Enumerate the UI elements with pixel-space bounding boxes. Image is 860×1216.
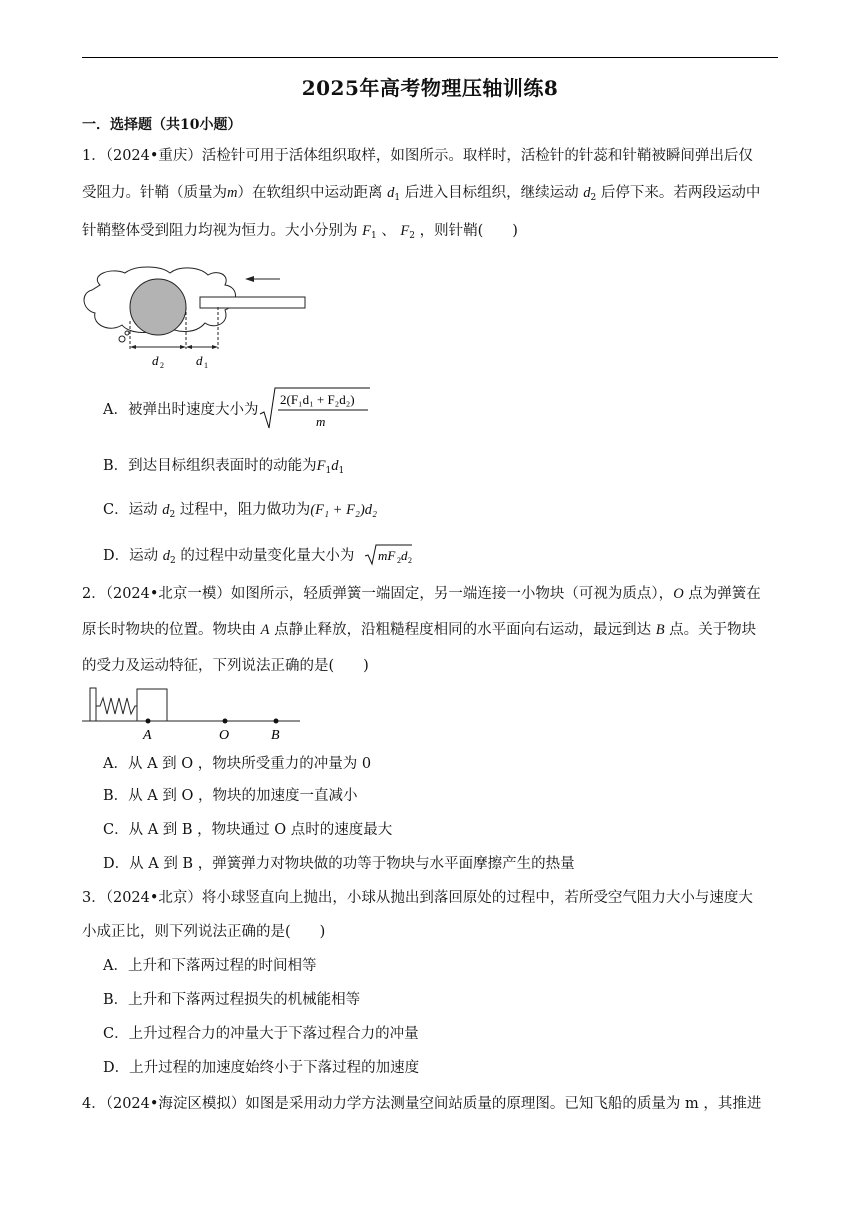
q1-line3: 针鞘整体受到阻力均视为恒力。大小分别为 $F_1$ 、 $F_2$ ，则针鞘( ) <box>82 223 518 241</box>
svg-text:m: m <box>316 414 326 429</box>
biopsy-needle-figure <box>80 265 320 375</box>
svg-text:mF: mF <box>378 548 396 563</box>
q3-option-a[interactable]: A．上升和下落两过程的时间相等 <box>103 958 317 974</box>
svg-text:A: A <box>143 728 152 743</box>
q3-line2: 小成正比，则下列说法正确的是( ) <box>82 924 326 940</box>
q1-option-a-sqrt <box>258 386 373 432</box>
q2-option-d[interactable]: D．从 A 到 B ，弹簧弹力对物块做的功等于物块与水平面摩擦产生的热量 <box>103 856 575 872</box>
q3-line1: 3．（2024•北京）将小球竖直向上抛出，小球从抛出到落回原处的过程中，若所受空气阻力大小与速度大 <box>82 890 753 906</box>
section-heading: 一．选择题（共10小题） <box>82 117 242 133</box>
top-rule <box>82 57 778 58</box>
q3-option-c[interactable]: C．上升过程合力的冲量大于下落过程合力的冲量 <box>103 1026 419 1042</box>
q1-option-c[interactable]: C．运动 $d_2$ 过程中，阻力做功为(F₁ + F₂)d₂ <box>103 502 378 520</box>
svg-text:2: 2 <box>160 361 164 370</box>
q4-line1: 4．（2024•海淀区模拟）如图是采用动力学方法测量空间站质量的原理图。已知飞船的质量为 m ，其推进 <box>82 1096 762 1112</box>
fig1-label-d2: d <box>152 353 159 368</box>
svg-text:2(F₁d₁ + F₂d₂): 2(F₁d₁ + F₂d₂) <box>280 392 355 407</box>
q2-line1: 2．（2024•北京一模）如图所示，轻质弹簧一端固定，另一端连接一小物块（可视为质点），O 点为弹簧在 <box>82 586 761 602</box>
svg-text:B: B <box>271 728 280 743</box>
q2-option-c[interactable]: C．从 A 到 B ，物块通过 O 点时的速度最大 <box>103 822 393 838</box>
q3-option-d[interactable]: D．上升过程的加速度始终小于下落过程的加速度 <box>103 1060 420 1076</box>
q1-option-d[interactable]: D．运动 $d_2$ 的过程中动量变化量大小为 <box>103 548 355 566</box>
svg-text:O: O <box>219 728 230 743</box>
q3-option-b[interactable]: B．上升和下落两过程损失的机械能相等 <box>103 992 361 1008</box>
svg-text:d: d <box>401 548 408 563</box>
q1-line1: 1．（2024•重庆）活检针可用于活体组织取样，如图所示。取样时，活检针的针蕊和针鞘被瞬间弹出后仅 <box>82 148 753 164</box>
svg-text:2: 2 <box>397 556 401 565</box>
q1-line2: 受阻力。针鞘（质量为m）在软组织中运动距离 $d_1$ 后进入目标组织，继续运动 $d_2$ 后停下来。若两段运动中 <box>82 185 761 203</box>
page-title: 2025年高考物理压轴训练8 <box>301 76 559 100</box>
q1-option-b[interactable]: B．到达目标组织表面时的动能为$F_1d_1$ <box>103 458 345 476</box>
q1-option-d-sqrt <box>364 544 414 566</box>
fig1-label-d1: d <box>196 353 203 368</box>
spring-block-figure <box>80 684 310 744</box>
q1-option-a[interactable]: A．被弹出时速度大小为 <box>103 402 259 418</box>
q2-line3: 的受力及运动特征，下列说法正确的是( ) <box>82 658 369 674</box>
svg-text:2: 2 <box>408 556 412 565</box>
q2-option-a[interactable]: A．从 A 到 O ，物块所受重力的冲量为 0 <box>103 756 372 772</box>
q2-option-b[interactable]: B．从 A 到 O ，物块的加速度一直减小 <box>103 788 358 804</box>
svg-text:1: 1 <box>204 361 208 370</box>
q2-line2: 原长时物块的位置。物块由 A 点静止释放，沿粗糙程度相同的水平面向右运动，最远到达 B 点。关于物块 <box>82 622 757 638</box>
